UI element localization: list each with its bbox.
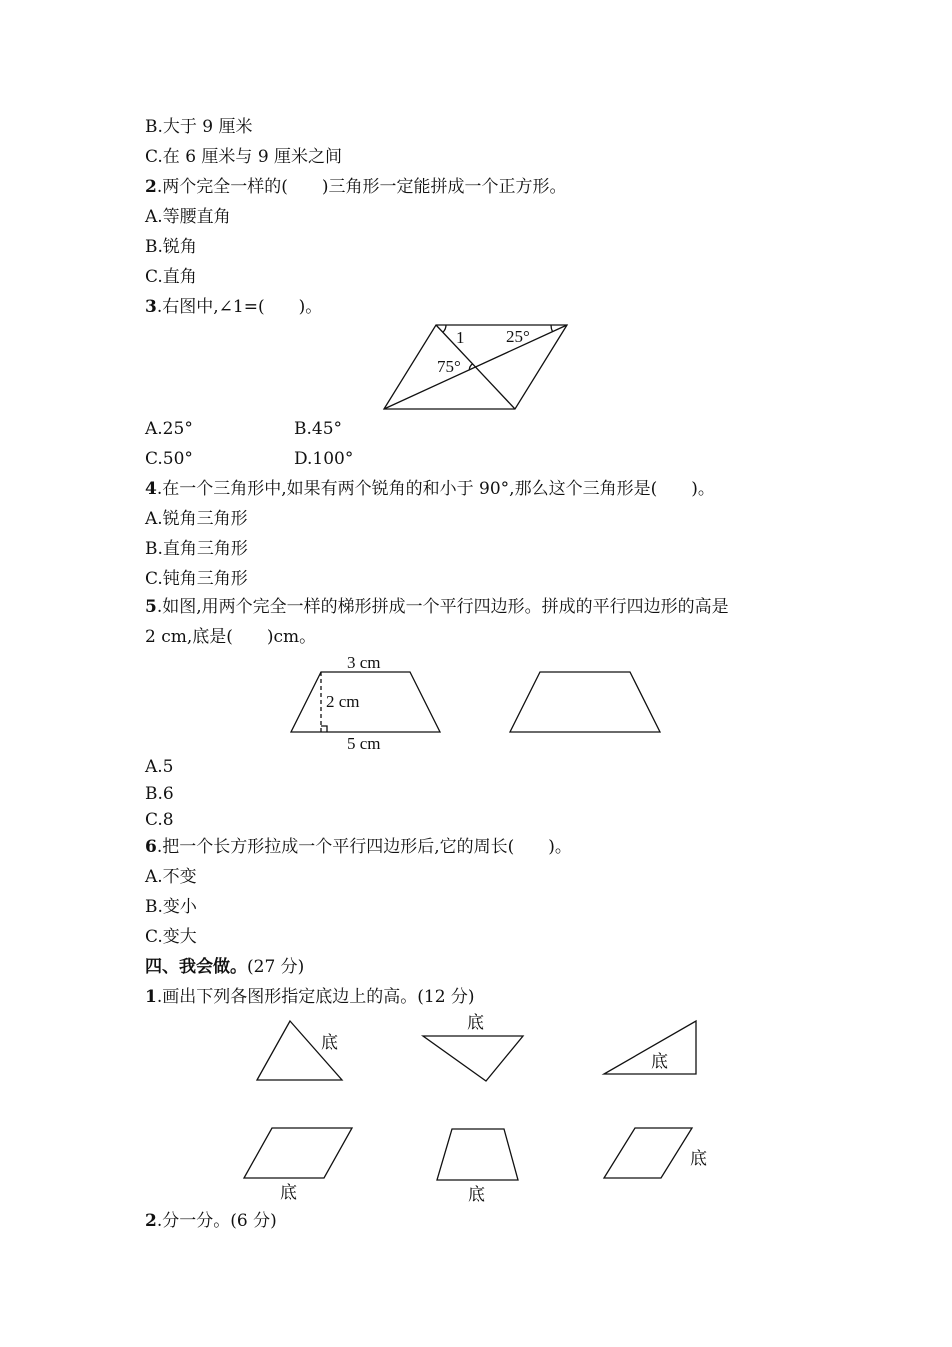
q4-option-a: A.锐角三角形 xyxy=(145,509,248,529)
triangle-1-base-label: 底 xyxy=(321,1033,338,1052)
q6-text: .把一个长方形拉成一个平行四边形后,它的周长( )。 xyxy=(156,837,572,857)
q5-option-c: C.8 xyxy=(145,810,174,830)
trapezoid-1-base-label: 底 xyxy=(468,1185,485,1204)
s4-q2-text: .分一分。(6 分) xyxy=(156,1211,277,1231)
q3-option-d: D.100° xyxy=(294,449,354,469)
s4-q2-question xyxy=(145,1211,277,1231)
q3-option-a: A.25° xyxy=(145,419,193,439)
q3-angle1-arc xyxy=(443,325,446,332)
s4-q1-text: .画出下列各图形指定底边上的高。(12 分) xyxy=(156,987,475,1007)
q2-question xyxy=(145,177,567,197)
triangle-3-right xyxy=(604,1021,696,1074)
q5-question-cont: 2 cm,底是( )cm。 xyxy=(145,627,317,647)
q4-option-c: C.钝角三角形 xyxy=(145,569,248,589)
q1-option-b: B.大于 9 厘米 xyxy=(145,117,253,137)
q2-option-a: A.等腰直角 xyxy=(145,207,231,227)
q4-question xyxy=(145,479,715,499)
q5-number: 5 xyxy=(145,597,157,617)
parallelogram-2 xyxy=(604,1128,692,1178)
q3-diagonal-2 xyxy=(384,325,567,409)
q3-angle75-label: 75° xyxy=(437,357,461,376)
q4-number: 4 xyxy=(145,479,157,499)
q5-top-label: 3 cm xyxy=(347,653,381,672)
q6-option-b: B.变小 xyxy=(145,897,197,917)
s4-q1-number: 1 xyxy=(145,987,157,1007)
q3-number: 3 xyxy=(145,297,157,317)
triangle-2-base-label: 底 xyxy=(467,1013,484,1032)
parallelogram-1 xyxy=(244,1128,352,1178)
parallelogram-1-base-label: 底 xyxy=(280,1183,297,1202)
q5-question xyxy=(145,597,729,617)
parallelogram-2-base-label: 底 xyxy=(690,1149,707,1168)
q4-text: .在一个三角形中,如果有两个锐角的和小于 90°,那么这个三角形是( )。 xyxy=(156,479,715,499)
q3-option-b: B.45° xyxy=(294,419,343,439)
q3-angle1-label: 1 xyxy=(456,328,465,347)
q5-text: .如图,用两个完全一样的梯形拼成一个平行四边形。拼成的平行四边形的高是 xyxy=(156,597,729,617)
s4-q1-shapes-figure xyxy=(230,1005,730,1210)
q3-parallelogram-figure xyxy=(380,318,572,412)
trapezoid-1 xyxy=(437,1129,518,1180)
q5-trapezoid-right xyxy=(510,672,660,732)
q6-option-c: C.变大 xyxy=(145,927,197,947)
q3-option-c: C.50° xyxy=(145,449,193,469)
q4-option-b: B.直角三角形 xyxy=(145,539,248,559)
section-4-score: (27 分) xyxy=(247,957,305,977)
q5-right-angle-mark xyxy=(321,726,327,732)
q3-question xyxy=(145,297,322,317)
q2-text: .两个完全一样的( )三角形一定能拼成一个正方形。 xyxy=(156,177,567,197)
q2-number: 2 xyxy=(145,177,157,197)
section-4-title: 四、我会做。 xyxy=(145,957,247,977)
q5-trapezoids-figure xyxy=(285,650,670,754)
q5-trapezoid-left xyxy=(291,672,440,732)
q2-option-c: C.直角 xyxy=(145,267,197,287)
q6-number: 6 xyxy=(145,837,157,857)
triangle-2-inverted xyxy=(423,1036,523,1081)
q6-question xyxy=(145,837,572,857)
q3-angle25-label: 25° xyxy=(506,327,530,346)
triangle-3-base-label: 底 xyxy=(651,1052,668,1071)
q5-bottom-label: 5 cm xyxy=(347,734,381,753)
q2-option-b: B.锐角 xyxy=(145,237,197,257)
q6-option-a: A.不变 xyxy=(145,867,197,887)
q3-text: .右图中,∠1=( )。 xyxy=(156,297,323,317)
section-4-heading xyxy=(145,957,304,977)
q1-option-c: C.在 6 厘米与 9 厘米之间 xyxy=(145,147,343,167)
s4-q2-number: 2 xyxy=(145,1211,157,1231)
q5-option-b: B.6 xyxy=(145,784,174,804)
q3-angle25-arc xyxy=(551,325,553,332)
q5-height-label: 2 cm xyxy=(326,692,360,711)
q5-option-a: A.5 xyxy=(145,757,174,777)
s4-q1-question xyxy=(145,987,475,1007)
